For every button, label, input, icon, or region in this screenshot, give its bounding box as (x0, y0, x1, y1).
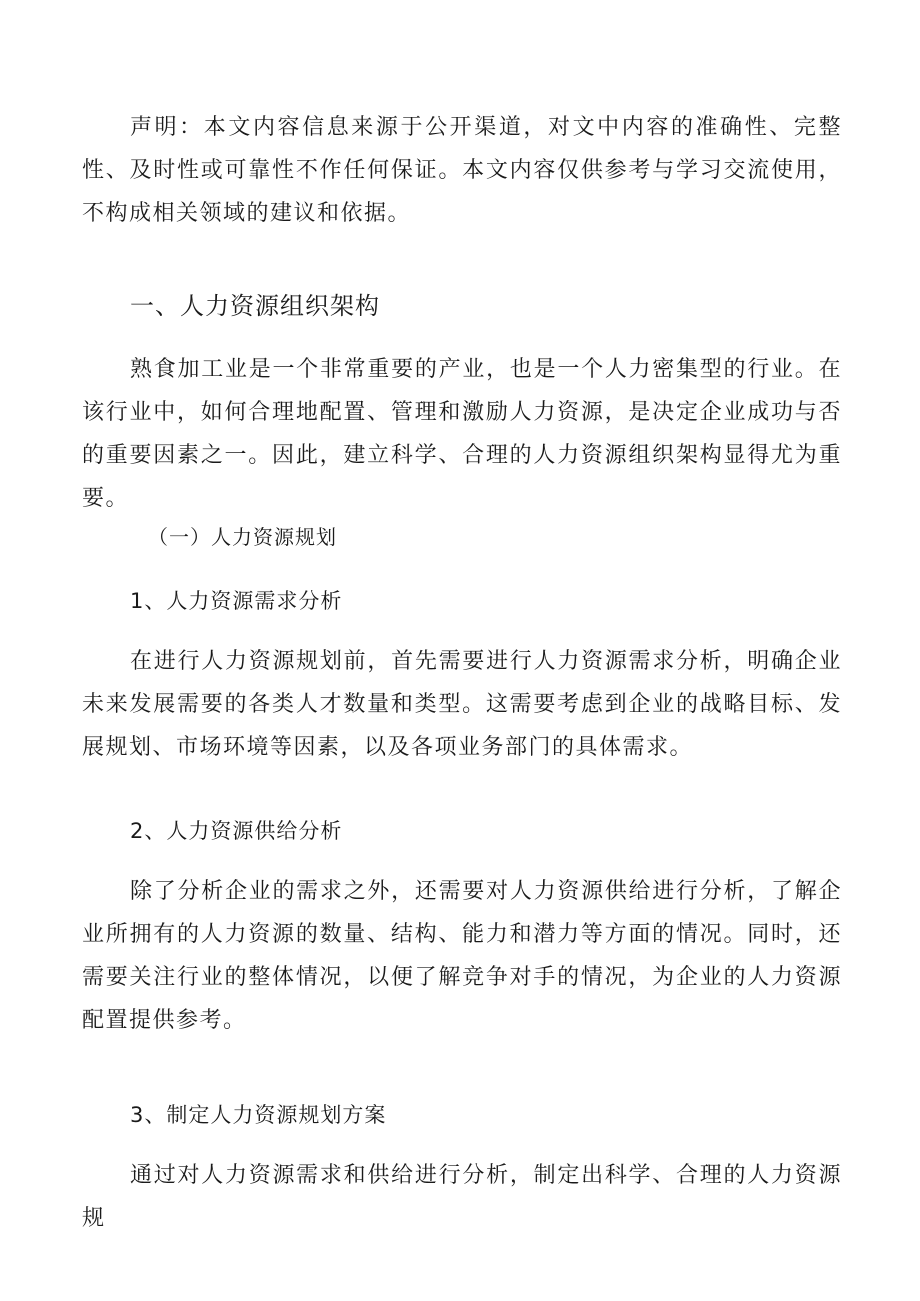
section-heading: 一、人力资源组织架构 (130, 292, 380, 320)
item-paragraph-1: 在进行人力资源规划前，首先需要进行人力资源需求分析，明确企业未来发展需要的各类人才数量和类型。这需要考虑到企业的战略目标、发展规划、市场环境等因素，以及各项业务部门的具体需求。 (82, 649, 842, 760)
item-paragraph-2: 除了分析企业的需求之外，还需要对人力资源供给进行分析，了解企业所拥有的人力资源的数量、结构、能力和潜力等方面的情况。同时，还需要关注行业的整体情况，以便了解竞争对手的情况，为企业的人力资源配置提供参考。 (82, 879, 842, 1033)
item-heading-3: 3、制定人力资源规划方案 (130, 1103, 387, 1127)
intro-paragraph: 熟食加工业是一个非常重要的产业，也是一个人力密集型的行业。在该行业中，如何合理地配置、管理和激励人力资源，是决定企业成功与否的重要因素之一。因此，建立科学、合理的人力资源组织架构显得尤为重要。 (82, 357, 842, 511)
item-paragraph-3: 通过对人力资源需求和供给进行分析，制定出科学、合理的人力资源规 (82, 1163, 842, 1231)
item-heading-2: 2、人力资源供给分析 (130, 819, 343, 843)
subsection-heading: （一）人力资源规划 (148, 525, 337, 549)
disclaimer-paragraph: 声明：本文内容信息来源于公开渠道，对文中内容的准确性、完整性、及时性或可靠性不作任何保证。本文内容仅供参考与学习交流使用，不构成相关领域的建议和依据。 (82, 115, 842, 226)
item-heading-1: 1、人力资源需求分析 (130, 589, 343, 613)
